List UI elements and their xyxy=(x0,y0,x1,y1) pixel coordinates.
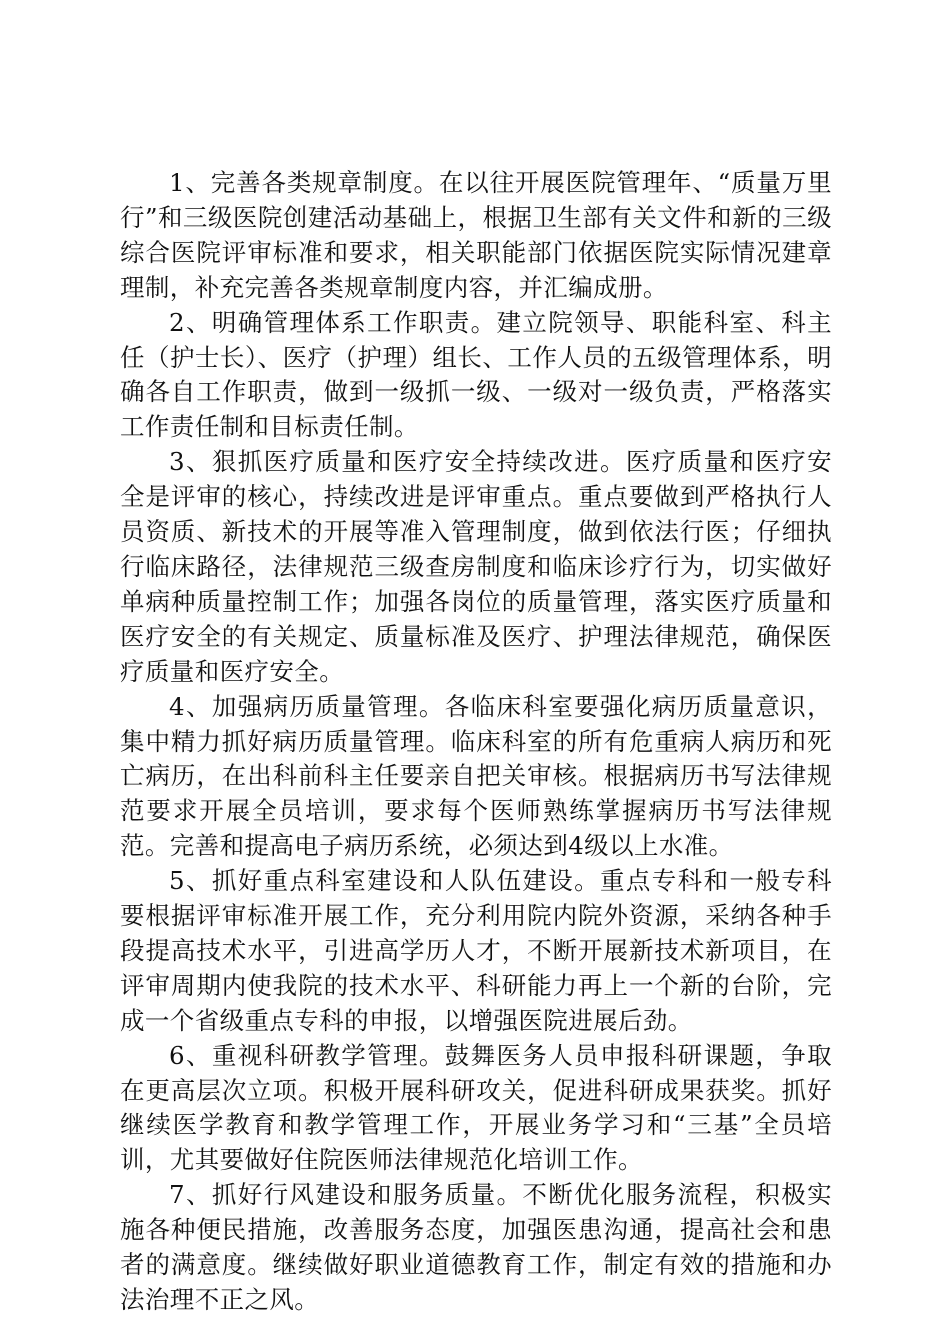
paragraph-3: 3、狠抓医疗质量和医疗安全持续改进。医疗质量和医疗安全是评审的核心，持续改进是评审重点。重点要做到严格执行人员资质、新技术的开展等准入管理制度，做到依法行医；仔细执行临床路径，法律规范三级查房制度和临床诊疗行为，切实做好单病种质量控制工作；加强各岗位的质量管理，落实医疗质量和医疗安全的有关规定、质量标准及医疗、护理法律规范，确保医疗质量和医疗安全。 xyxy=(120,447,832,686)
paragraph-6: 6、重视科研教学管理。鼓舞医务人员申报科研课题，争取在更高层次立项。积极开展科研攻关，促进科研成果获奖。抓好继续医学教育和教学管理工作，开展业务学习和“三基”全员培训，尤其要做好住院医师法律规范化培训工作。 xyxy=(120,1040,832,1175)
document-body xyxy=(120,166,832,1318)
paragraph-5: 5、抓好重点科室建设和人队伍建设。重点专科和一般专科要根据评审标准开展工作，充分利用院内院外资源，采纳各种手段提高技术水平，引进高学历人才，不断开展新技术新项目，在评审周期内使我院的技术水平、科研能力再上一个新的台阶，完成一个省级重点专科的申报，以增强医院进展后劲。 xyxy=(120,866,832,1035)
paragraph-1: 1、完善各类规章制度。在以往开展医院管理年、“质量万里行”和三级医院创建活动基础上，根据卫生部有关文件和新的三级综合医院评审标准和要求，相关职能部门依据医院实际情况建章理制，补充完善各类规章制度内容，并汇编成册。 xyxy=(120,168,832,302)
paragraph-7: 7、抓好行风建设和服务质量。不断优化服务流程，积极实施各种便民措施，改善服务态度，加强医患沟通，提高社会和患者的满意度。继续做好职业道德教育工作，制定有效的措施和办法治理不正之风。 xyxy=(120,1180,832,1314)
paragraph-2: 2、明确管理体系工作职责。建立院领导、职能科室、科主任（护士长）、医疗（护理）组长、工作人员的五级管理体系，明确各自工作职责，做到一级抓一级、一级对一级负责，严格落实工作责任制和目标责任制。 xyxy=(120,307,832,442)
paragraph-4: 4、加强病历质量管理。各临床科室要强化病历质量意识，集中精力抓好病历质量管理。临床科室的所有危重病人病历和死亡病历，在出科前科主任要亲自把关审核。根据病历书写法律规范要求开展全员培训，要求每个医师熟练掌握病历书写法律规范。完善和提高电子病历系统，必须达到4级以上水准。 xyxy=(120,691,832,861)
